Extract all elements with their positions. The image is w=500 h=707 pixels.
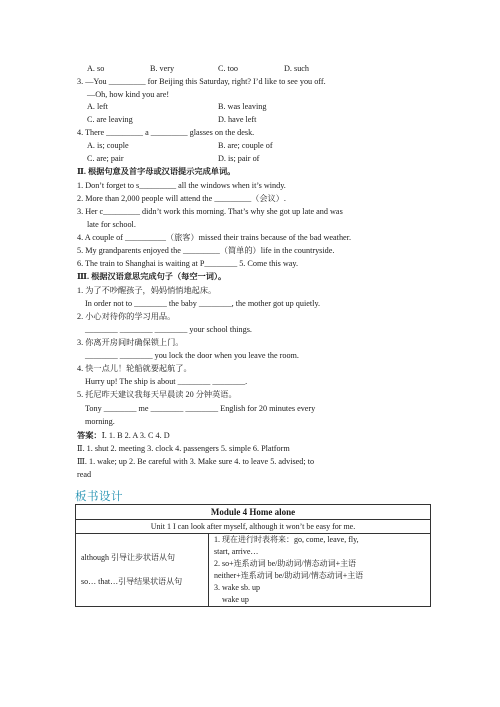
board-left-although: although 引导让步状语从句: [81, 553, 175, 562]
answers-line-2: Ⅱ. 1. shut 2. meeting 3. clock 4. passengers 5. simple 6. Platform: [77, 444, 290, 453]
q3-option-c: C. are leaving: [87, 115, 133, 124]
section2-title: Ⅱ. 根据句意及首字母或汉语提示完成单词。: [77, 167, 236, 176]
q2-option-a: A. so: [87, 64, 105, 73]
section2-item: 6. The train to Shanghai is waiting at P________ 5. Come this way.: [77, 259, 299, 268]
section3-sentence: Tony ________ me ________ ________ English for 20 minutes every: [85, 404, 316, 413]
section2-item: 5. My grandparents enjoyed the _________（简单的）life in the countryside.: [77, 246, 335, 255]
q2-option-d: D. such: [284, 64, 310, 73]
answers-line-1: [77, 430, 170, 441]
board-right-line: 1. 现在进行时表将来：go, come, leave, fly,: [214, 535, 359, 544]
board-right-line: neither+连系动词 be/助动词/情态动词+主语: [214, 571, 364, 580]
section3-sentence: ________ ________ you lock the door when you leave the room.: [85, 351, 299, 360]
q3-option-b: B. was leaving: [218, 102, 267, 111]
section3-prompt: 5. 托尼昨天建议我每天早晨读 20 分钟英语。: [77, 390, 237, 399]
board-left-cell: [76, 534, 209, 607]
section3-sentence-continued: morning.: [85, 417, 115, 426]
board-right-line: 2. so+连系动词 be/助动词/情态动词+主语: [214, 559, 357, 568]
answers-line-4: read: [77, 470, 92, 479]
q2-option-c: C. too: [218, 64, 239, 73]
q3-stem: 3. —You _________ for Beijing this Saturday, right? I’d like to see you off.: [77, 77, 326, 86]
section3-sentence: In order not to ________ the baby ________, the mother got up quietly.: [85, 299, 321, 308]
board-table: [75, 504, 431, 607]
section3-prompt: 3. 你离开房间时确保锁上门。: [77, 338, 184, 347]
section2-item: 2. More than 2,000 people will attend the _________（会议）.: [77, 194, 286, 203]
section3-prompt: 4. 快一点儿！轮船就要起航了。: [77, 364, 192, 373]
section2-item: 3. Her c_________ didn’t work this morning. That’s why she got up late and was: [77, 207, 343, 216]
board-right-cell: [209, 534, 431, 607]
section3-prompt: 1. 为了不吵醒孩子，妈妈悄悄地起床。: [77, 286, 217, 295]
answers-label: 答案：: [77, 431, 102, 440]
board-left-so-that: so… that…引导结果状语从句: [81, 577, 183, 586]
board-heading: 板书设计: [75, 489, 123, 503]
q3-reply: —Oh, how kind you are!: [87, 90, 170, 99]
board-right-line: 3. wake sb. up: [214, 583, 260, 592]
answers-line-3: Ⅲ. 1. wake; up 2. Be careful with 3. Make sure 4. to leave 5. advised; to: [77, 457, 315, 466]
section3-title: Ⅲ. 根据汉语意思完成句子（每空一词）。: [77, 272, 227, 281]
section2-item: 4. A couple of __________（旅客）missed their trains because of the bad weather.: [77, 233, 351, 242]
section2-item: 1. Don’t forget to s_________ all the windows when it’s windy.: [77, 181, 286, 190]
q4-option-c: C. are; pair: [87, 154, 124, 163]
board-right-line: wake up: [214, 595, 249, 604]
board-subtitle: Unit 1 I can look after myself, although it won’t be easy for me.: [76, 520, 431, 534]
board-title: Module 4 Home alone: [76, 505, 431, 520]
board-right-line: start, arrive…: [214, 547, 259, 556]
answers-section1: Ⅰ. 1. B 2. A 3. C 4. D: [101, 431, 170, 440]
q3-option-a: A. left: [87, 102, 108, 111]
section2-item-continued: late for school.: [87, 220, 136, 229]
section3-sentence: ________ ________ ________ your school things.: [85, 325, 252, 334]
q3-option-d: D. have left: [218, 115, 257, 124]
q4-stem: 4. There _________ a _________ glasses on the desk.: [77, 128, 255, 137]
q4-option-b: B. are; couple of: [218, 141, 273, 150]
section3-prompt: 2. 小心对待你的学习用品。: [77, 312, 176, 321]
q2-option-b: B. very: [150, 64, 175, 73]
q4-option-d: D. is; pair of: [218, 154, 260, 163]
q4-option-a: A. is; couple: [87, 141, 129, 150]
section3-sentence: Hurry up! The ship is about ________ ________.: [85, 377, 248, 386]
